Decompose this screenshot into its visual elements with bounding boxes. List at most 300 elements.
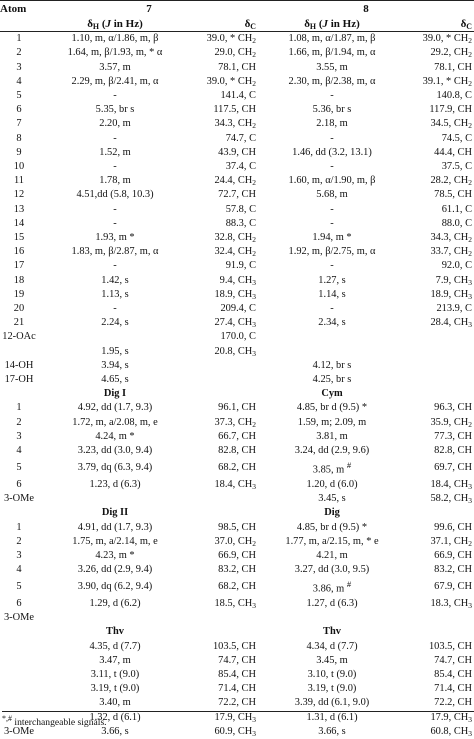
dh-8-cell: - <box>330 260 334 272</box>
dh-8-cell: 3.39, dd (6.1, 9.0) <box>294 697 370 709</box>
atom-cell: 4 <box>16 75 22 87</box>
atom-cell: 3-OMe <box>3 493 34 505</box>
table-row <box>0 245 474 259</box>
dc-7-cell: 27.4, $CH_3$ <box>214 317 256 330</box>
dh-8-cell: 3.86, m # <box>312 579 352 595</box>
dc-8-cell: 18.9, $CH_3$ <box>430 288 472 301</box>
atom-column-header: Atom <box>0 3 27 15</box>
dc-8-cell <box>406 611 474 625</box>
atom-cell: 19 <box>13 288 25 300</box>
table-cell <box>190 387 258 401</box>
dh-7-cell: - <box>113 303 117 315</box>
atom-cell: 2 <box>16 535 22 547</box>
dh-8-cell <box>258 611 406 625</box>
dh-8-cell: 3.85, m # <box>312 460 352 476</box>
atom-cell: 14 <box>13 217 25 229</box>
atom-cell: 1 <box>16 33 22 45</box>
dc-7-cell: 209.4, C <box>220 303 256 315</box>
table-row <box>0 61 474 75</box>
table-row <box>0 373 474 387</box>
dc-8-cell: 71.4, CH <box>434 683 472 695</box>
dc-7-cell: 103.5, CH <box>212 640 256 652</box>
table-cell <box>190 506 258 520</box>
dc-7-cell: 39.0, * $CH_2$ <box>206 75 256 88</box>
dc-8-cell: 213.9, C <box>436 303 472 315</box>
dc-7-cell: 60.9, $CH_3$ <box>214 725 256 738</box>
table-cell <box>406 506 474 520</box>
compound-header-row <box>0 1 474 18</box>
dh-8-cell: - <box>330 161 334 173</box>
dh-7-cell <box>40 492 190 506</box>
table-body <box>0 32 474 739</box>
atom-cell: 17-OH <box>4 374 34 386</box>
dh-8-cell: 1.27, s <box>318 274 346 286</box>
dh-7-cell: 2.24, s <box>101 317 129 329</box>
dh-7-cell: 4.35, d (7.7) <box>89 640 141 652</box>
dh-8-cell: 1.14, s <box>318 288 346 300</box>
dc-8-cell: 92.0, C <box>441 260 472 272</box>
atom-cell: 6 <box>16 478 22 490</box>
table-row <box>0 89 474 103</box>
dh-8-cell: 2.34, s <box>318 317 346 329</box>
atom-cell: 12 <box>13 189 25 201</box>
dh-8-cell: 3.24, dd (2.9, 9.6) <box>294 445 370 457</box>
atom-cell: 9 <box>16 146 22 158</box>
atom-cell: 5 <box>16 462 22 474</box>
dh-8-cell: 2.30, m, β/2.38, m, α <box>288 75 376 87</box>
table-row <box>0 416 474 430</box>
dc-8-cell: 83.2, CH <box>434 564 472 576</box>
table-row <box>0 146 474 160</box>
dc-8-cell: 85.4, CH <box>434 669 472 681</box>
table-row <box>0 274 474 288</box>
dh-7-cell: 1.83, m, β/2.87, m, α <box>71 246 159 258</box>
dc-8-cell: 69.7, CH <box>434 462 472 474</box>
dc-7-cell: 68.2, CH <box>218 462 256 474</box>
dc-8-cell <box>406 373 474 387</box>
dc-8-cell <box>406 330 474 344</box>
shift-header-row <box>0 17 474 32</box>
dc-7-cell <box>190 611 258 625</box>
table-row <box>0 160 474 174</box>
dc-7-cell: 74.7, C <box>225 132 256 144</box>
dh-7-cell: 3.19, t (9.0) <box>90 683 140 695</box>
dh-8-cell: 1.59, m; 2.09, m <box>297 416 367 428</box>
dc-8-cell: 74.7, CH <box>434 654 472 666</box>
dc-7-cell: 57.8, C <box>225 203 256 215</box>
table-row <box>0 478 474 492</box>
dh-8-cell: 3.55, m <box>316 61 348 73</box>
dc-8-cell: 103.5, CH <box>428 640 472 652</box>
dh-8-cell: - <box>330 132 334 144</box>
table-row <box>0 46 474 60</box>
dh-7-cell: 5.35, br s <box>95 104 135 116</box>
dh-7-cell: 3.47, m <box>99 654 131 666</box>
atom-cell: 3-OMe <box>3 612 34 624</box>
dh-7-cell: - <box>113 217 117 229</box>
dc-7-cell <box>190 359 258 373</box>
dh-8-cell: 3.10, t (9.0) <box>307 669 357 681</box>
dh-8-cell: 4.85, br d (9.5) * <box>296 521 368 533</box>
dc-8-cell: 140.8, C <box>436 90 472 102</box>
atom-cell: 2 <box>16 416 22 428</box>
dh-8-cell: - <box>330 217 334 229</box>
dc-8-cell: 18.3, $CH_3$ <box>430 598 472 610</box>
table-row <box>0 288 474 302</box>
dc-7-cell: 39.0, * $CH_2$ <box>206 33 256 46</box>
dh-7-cell: 4.91, dd (1.7, 9.3) <box>77 521 153 533</box>
dh-8-cell: 4.12, br s <box>312 359 352 371</box>
dh-7-cell: - <box>113 260 117 272</box>
dc-8-cell: 99.6, CH <box>434 521 472 533</box>
table-row <box>0 32 474 47</box>
atom-cell <box>0 345 40 359</box>
dh-8-cell: 3.66, s <box>318 725 346 737</box>
table-row <box>0 458 474 478</box>
dh-8-cell: 3.27, dd (3.0, 9.5) <box>294 564 370 576</box>
dc-8-cell: 35.9, $CH_2$ <box>430 416 472 429</box>
dc-7-cell: 17.9, $CH_3$ <box>214 711 256 724</box>
dc-7-cell <box>190 492 258 506</box>
dc-7-cell: 9.4, $CH_3$ <box>219 274 256 287</box>
dc-7-cell: 29.0, $CH_2$ <box>214 47 256 60</box>
dc-7-cell: 18.4, $CH_3$ <box>214 478 256 491</box>
table-row <box>0 203 474 217</box>
section-label-8: Dig <box>324 507 340 519</box>
atom-cell: 4 <box>16 564 22 576</box>
dc-7-cell: 78.1, CH <box>218 61 256 73</box>
dc-8-cell: 39.1, * $CH_2$ <box>422 75 472 88</box>
dc-7-cell: 20.8, $CH_3$ <box>214 345 256 358</box>
dh-7-cell: - <box>113 203 117 215</box>
table-row <box>0 535 474 549</box>
atom-cell: 11 <box>13 175 24 187</box>
section-label-8: Thv <box>323 626 341 638</box>
dc-7-cell: 88.3, C <box>225 217 256 229</box>
dh-8-cell: 1.31, d (6.1) <box>306 711 358 723</box>
dh-8-cell: 1.46, dd (3.2, 13.1) <box>292 146 372 158</box>
dc-8-cell: 88.0, C <box>441 217 472 229</box>
dh-8-cell: 4.85, br d (9.5) * <box>296 402 368 414</box>
section-label-7: Dig II <box>101 507 129 519</box>
dh-7-cell: 3.23, dd (3.0, 9.4) <box>77 445 153 457</box>
dc-8-cell: 37.1, $CH_2$ <box>430 535 472 548</box>
table-row <box>0 492 474 506</box>
table-row <box>0 640 474 654</box>
section-label-7: Thv <box>106 626 124 638</box>
atom-cell: 7 <box>16 118 22 130</box>
atom-cell: 1 <box>16 521 22 533</box>
dh-7-cell: - <box>113 132 117 144</box>
dh-7-cell: 1.93, m * <box>95 232 135 244</box>
dh-8-cell <box>258 330 406 344</box>
table-cell <box>0 625 40 639</box>
dc-7-cell: 91.9, C <box>225 260 256 272</box>
table-row <box>0 597 474 611</box>
table-row <box>0 316 474 330</box>
dc-7-cell: 83.2, CH <box>218 564 256 576</box>
atom-cell: 5 <box>16 90 22 102</box>
dc-8-cell: 34.5, $CH_2$ <box>430 118 472 131</box>
table-row <box>0 401 474 415</box>
dh-8-cell: 3.45, m <box>316 654 348 666</box>
dc-7-cell: 66.7, CH <box>218 430 256 442</box>
dh-7-cell: 3.90, dq (6.2, 9.4) <box>77 581 153 593</box>
dc-8-cell: 28.4, $CH_3$ <box>430 317 472 330</box>
table-row <box>0 682 474 696</box>
dh-7-cell: 2.20, m <box>99 118 131 130</box>
dc-7-cell: 43.9, CH <box>218 146 256 158</box>
table-row <box>0 188 474 202</box>
sugar-section-row <box>0 506 474 520</box>
dh-8-cell: 1.20, d (6.0) <box>306 478 358 490</box>
table-row <box>0 103 474 117</box>
dc-8-cell: 18.4, $CH_3$ <box>430 478 472 491</box>
dh-8-cell: 1.08, m, α/1.87, m, β <box>288 33 376 45</box>
dc-7-cell: 98.5, CH <box>218 521 256 533</box>
dh-8-cell: 1.60, m, α/1.90, m, β <box>288 175 376 187</box>
dh-7-cell: 3.11, t (9.0) <box>90 669 140 681</box>
table-row <box>0 430 474 444</box>
dh-8-cell: 1.66, m, β/1.94, m, α <box>288 47 376 59</box>
dh-7-cell: 1.10, m, α/1.86, m, β <box>71 33 159 45</box>
dc-8-cell: 72.2, CH <box>434 697 472 709</box>
atom-cell: 12-OAc <box>2 331 36 343</box>
table-row <box>0 577 474 597</box>
table-cell <box>190 625 258 639</box>
atom-cell <box>0 696 40 710</box>
dc-8-cell <box>406 359 474 373</box>
dc-8-cell: 28.2, $CH_2$ <box>430 175 472 188</box>
dc-7-cell: 68.2, CH <box>218 581 256 593</box>
atom-cell: 14-OH <box>4 359 34 371</box>
dc-7-cell: 32.4, $CH_2$ <box>214 246 256 259</box>
atom-cell: 3-OMe <box>3 725 34 737</box>
dc-7-cell: 32.8, $CH_2$ <box>214 232 256 244</box>
dh-7-cell: 3.40, m <box>99 697 131 709</box>
dh-7-cell: 2.29, m, β/2.41, m, α <box>71 75 159 87</box>
dc-7-cell: 74.7, CH <box>218 654 256 666</box>
dc-7-cell: 85.4, CH <box>218 669 256 681</box>
dc-7-cell <box>190 373 258 387</box>
table-cell <box>406 625 474 639</box>
atom-cell: 2 <box>16 47 22 59</box>
sugar-section-row <box>0 625 474 639</box>
dh-header-8: $\delta_H$ (J in Hz) <box>304 18 360 31</box>
atom-cell: 13 <box>13 203 25 215</box>
dc-8-cell: 60.8, $CH_3$ <box>430 725 472 738</box>
dh-7-cell <box>40 330 190 344</box>
dh-7-cell: 1.64, m, β/1.93, m, * α <box>67 47 163 59</box>
dh-7-cell: 1.29, d (6.2) <box>89 598 141 610</box>
dh-7-cell: 1.75, m, a/2.14, m, e <box>72 535 158 547</box>
sugar-section-row <box>0 387 474 401</box>
atom-cell: 17 <box>13 260 25 272</box>
footnote-text: interchangeable signals. <box>14 717 107 729</box>
dh-8-cell: 3.19, t (9.0) <box>307 683 357 695</box>
dc-header-7: $\delta_C$ <box>244 18 256 31</box>
dc-8-cell: 67.9, CH <box>434 581 472 593</box>
section-label-7: Dig I <box>103 388 127 400</box>
dc-8-cell <box>406 345 474 359</box>
dc-7-cell: 170.0, C <box>220 331 256 343</box>
table-cell <box>0 387 40 401</box>
table-cell <box>406 387 474 401</box>
dh-8-cell: 4.21, m <box>316 549 348 561</box>
dh-7-cell: 1.78, m <box>99 175 131 187</box>
dh-8-cell: 4.25, br s <box>312 374 352 386</box>
dh-8-cell: 1.94, m * <box>312 232 352 244</box>
dc-7-cell: 18.5, $CH_3$ <box>214 598 256 610</box>
atom-cell: 20 <box>13 303 25 315</box>
atom-cell: 15 <box>13 232 25 244</box>
dc-8-cell: 82.8, CH <box>434 445 472 457</box>
section-label-8: Cym <box>321 388 343 400</box>
atom-cell: 5 <box>16 581 22 593</box>
table-row <box>0 345 474 359</box>
dh-7-cell: 3.57, m <box>99 61 131 73</box>
dh-7-cell: 1.23, d (6.3) <box>89 478 141 490</box>
dh-8-cell: 3.81, m <box>316 430 348 442</box>
dh-7-cell: 4.23, m * <box>95 549 135 561</box>
dh-7-cell: 1.42, s <box>101 274 129 286</box>
atom-cell: 4 <box>16 445 22 457</box>
atom-cell: 3 <box>16 430 22 442</box>
dh-7-cell: 4.51,dd (5.8, 10.3) <box>76 189 154 201</box>
table-row <box>0 217 474 231</box>
dc-7-cell: 117.5, CH <box>213 104 256 116</box>
dc-8-cell: 29.2, $CH_2$ <box>430 47 472 60</box>
dh-header-7: $\delta_H$ (J in Hz) <box>87 18 143 31</box>
atom-cell: 3 <box>16 61 22 73</box>
dc-7-cell: 72.2, CH <box>218 697 256 709</box>
atom-cell: 1 <box>16 402 22 414</box>
footnote: *,# interchangeable signals. <box>2 711 474 728</box>
dh-7-cell: - <box>113 161 117 173</box>
dh-7-cell: 3.94, s <box>101 359 129 371</box>
dh-7-cell: 4.92, dd (1.7, 9.3) <box>77 402 153 414</box>
table-row <box>0 259 474 273</box>
dc-7-cell: 66.9, CH <box>218 549 256 561</box>
table-cell <box>0 506 40 520</box>
dc-8-cell: 17.9, $CH_3$ <box>430 711 472 724</box>
dh-8-cell: 2.18, m <box>316 118 348 130</box>
table-row <box>0 75 474 89</box>
dh-8-cell: - <box>330 303 334 315</box>
dh-7-cell: 3.79, dq (6.3, 9.4) <box>77 462 153 474</box>
dc-7-cell: 71.4, CH <box>218 683 256 695</box>
dh-8-cell: 5.68, m <box>316 189 348 201</box>
table-row <box>0 330 474 344</box>
dc-8-cell: 58.2, $CH_3$ <box>430 493 472 506</box>
dc-8-cell: 66.9, CH <box>434 549 472 561</box>
dc-7-cell: 18.9, $CH_3$ <box>214 288 256 301</box>
dc-7-cell: 37.3, $CH_2$ <box>214 416 256 429</box>
dc-7-cell: 72.7, CH <box>218 189 256 201</box>
dc-8-cell: 96.3, CH <box>434 402 472 414</box>
atom-cell: 6 <box>16 104 22 116</box>
table-row <box>0 359 474 373</box>
dc-8-cell: 33.7, $CH_2$ <box>430 246 472 259</box>
dc-7-cell: 141.4, C <box>220 90 256 102</box>
dh-7-cell: 3.26, dd (2.9, 9.4) <box>77 564 153 576</box>
dh-7-cell: 4.24, m * <box>95 430 135 442</box>
dc-8-cell: 117.9, CH <box>429 104 472 116</box>
table-row <box>0 231 474 245</box>
table-row <box>0 174 474 188</box>
dc-7-cell: 82.8, CH <box>218 445 256 457</box>
dc-header-8: $\delta_C$ <box>460 18 472 31</box>
dh-7-cell: - <box>113 90 117 102</box>
table-row <box>0 302 474 316</box>
table-row <box>0 654 474 668</box>
atom-cell: 21 <box>13 317 25 329</box>
dc-7-cell: 96.1, CH <box>218 402 256 414</box>
atom-cell <box>0 668 40 682</box>
atom-cell <box>0 654 40 668</box>
dc-8-cell: 77.3, CH <box>434 430 472 442</box>
dh-8-cell: - <box>330 203 334 215</box>
dc-7-cell: 24.4, $CH_2$ <box>214 175 256 188</box>
dh-8-cell: 1.92, m, β/2.75, m, α <box>288 246 376 258</box>
dh-7-cell: 1.32, d (6.1) <box>89 711 141 723</box>
table-row <box>0 563 474 577</box>
dh-7-cell: 1.95, s <box>101 345 129 357</box>
compound-8-header: 8 <box>363 3 369 15</box>
table-row <box>0 611 474 625</box>
dc-7-cell: 34.3, $CH_2$ <box>214 118 256 131</box>
atom-cell <box>0 640 40 654</box>
table-row <box>0 549 474 563</box>
dc-8-cell: 78.5, CH <box>434 189 472 201</box>
dh-8-cell: 1.77, m, a/2.15, m, * e <box>285 535 379 547</box>
compound-7-header: 7 <box>146 3 152 15</box>
dh-7-cell: 1.52, m <box>99 146 131 158</box>
table-row <box>0 444 474 458</box>
dc-7-cell: 37.0, $CH_2$ <box>214 535 256 548</box>
dc-8-cell: 78.1, CH <box>434 61 472 73</box>
atom-cell: 6 <box>16 598 22 610</box>
dh-8-cell: - <box>330 90 334 102</box>
atom-cell: 3 <box>16 549 22 561</box>
dh-7-cell: 1.72, m, a/2.08, m, e <box>72 416 158 428</box>
dh-8-cell: 5.36, br s <box>312 104 352 116</box>
dh-8-cell <box>258 345 406 359</box>
dh-7-cell: 4.65, s <box>101 374 129 386</box>
atom-cell: 8 <box>16 132 22 144</box>
table-row <box>0 668 474 682</box>
dh-7-cell: 1.13, s <box>101 288 129 300</box>
atom-cell: 10 <box>13 161 25 173</box>
dc-8-cell: 39.0, * $CH_2$ <box>422 33 472 46</box>
dh-8-cell: 4.34, d (7.7) <box>306 640 358 652</box>
atom-cell <box>0 682 40 696</box>
table-row <box>0 132 474 146</box>
dh-7-cell <box>40 611 190 625</box>
dh-8-cell: 3.45, s <box>318 493 346 505</box>
dc-8-cell: 7.9, $CH_3$ <box>435 274 472 287</box>
table-row <box>0 696 474 710</box>
dh-7-cell: 3.66, s <box>101 725 129 737</box>
dc-8-cell: 34.3, $CH_2$ <box>430 232 472 244</box>
dc-8-cell: 61.1, C <box>441 203 472 215</box>
dh-8-cell: 1.27, d (6.3) <box>306 598 358 610</box>
atom-cell: 16 <box>13 246 25 258</box>
table-row <box>0 117 474 131</box>
dc-8-cell: 74.5, C <box>441 132 472 144</box>
dc-8-cell: 37.5, C <box>441 161 472 173</box>
dc-8-cell: 44.4, CH <box>434 146 472 158</box>
